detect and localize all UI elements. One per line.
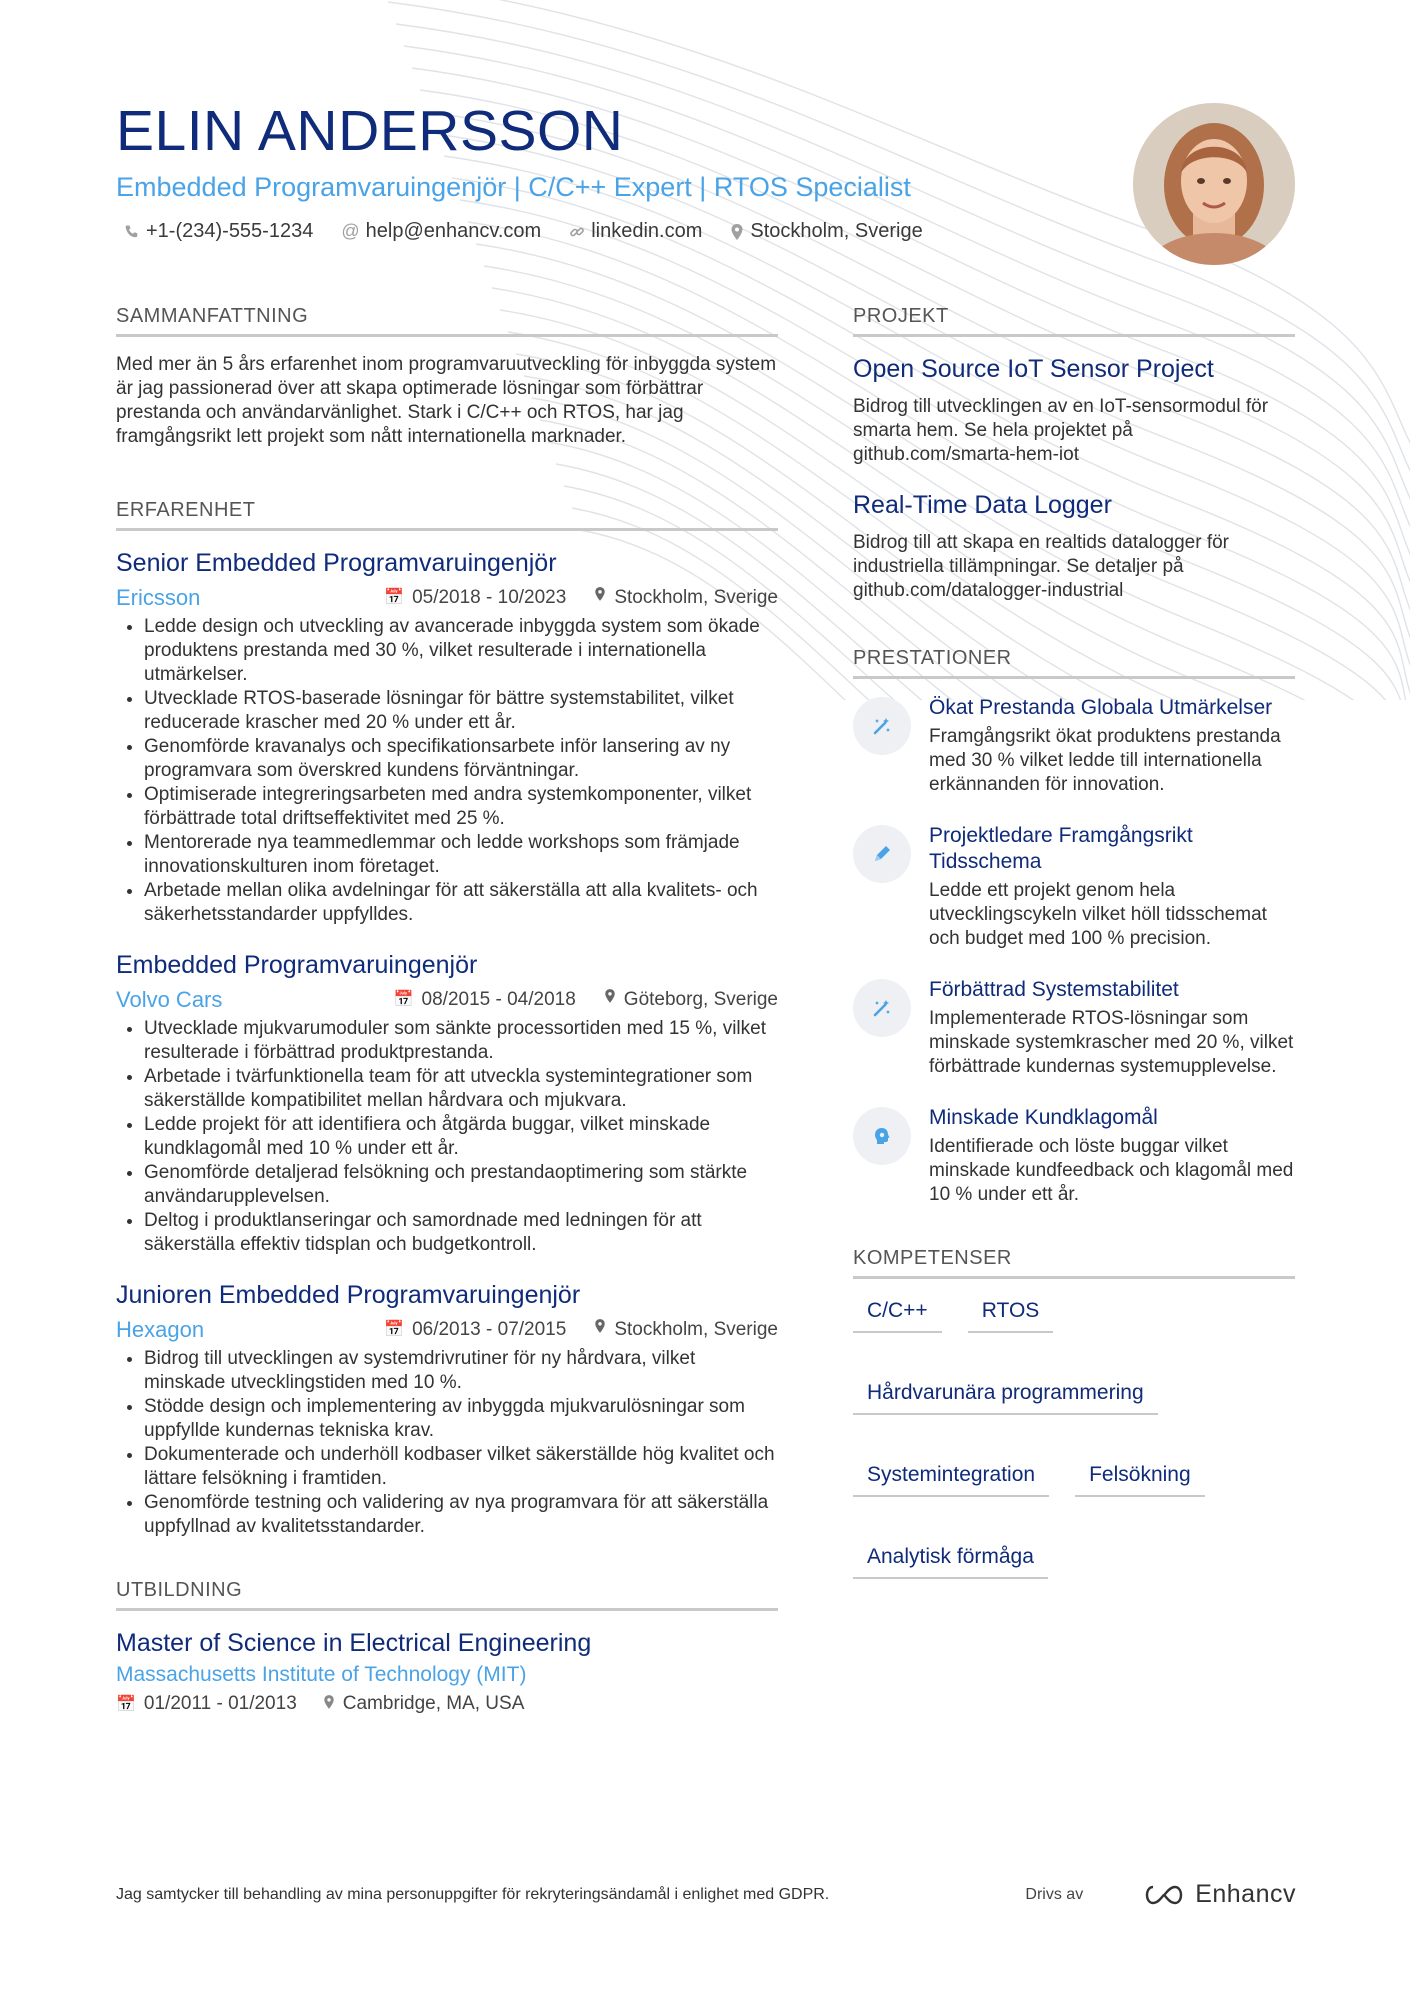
enhancv-brand-text: Enhancv — [1195, 1880, 1296, 1908]
head-icon — [853, 1107, 911, 1165]
job-bullet: • Deltog i produktlanseringar och samordnade med ledningen för att säkerställa effektiv tidsplan och budgetkontroll. — [144, 1209, 778, 1257]
job-bullet: • Utvecklade mjukvarumoduler som sänkte processortiden med 15 %, vilket resulterade i förbättrad produktprestanda. — [144, 1017, 778, 1065]
job-bullet: • Ledde design och utveckling av avancerade inbyggda system som ökade produktens prestanda med 30 %, vilket resulterade i internationella utmärkelser. — [144, 615, 778, 687]
calendar-icon: 📅 — [393, 991, 414, 1008]
skill-tag: Systemintegration — [853, 1459, 1049, 1497]
achievement-description: Identifierade och löste buggar vilket minskade kundfeedback och klagomål med 10 % under ett år. — [929, 1136, 1294, 1205]
achievement-entry — [853, 977, 1295, 1079]
company-name: Hexagon — [116, 1317, 205, 1342]
location-pin-icon — [323, 1694, 335, 1715]
skills-list — [853, 1295, 1295, 1579]
achievement-body — [929, 977, 1295, 1079]
right-column — [853, 305, 1295, 1579]
education-dates — [116, 1693, 297, 1715]
job-location-text: Stockholm, Sverige — [614, 1319, 778, 1340]
job-location-text: Stockholm, Sverige — [614, 587, 778, 608]
job-bullet: • Genomförde kravanalys och specifikationsarbete inför lansering av ny programvara som överskred kundens förväntningar. — [144, 735, 778, 783]
job-bullets — [116, 1347, 778, 1539]
job-bullets — [116, 1017, 778, 1257]
achievement-title: Minskade Kundklagomål — [929, 1106, 1158, 1129]
job-bullets — [116, 615, 778, 927]
magic-wand-icon — [853, 697, 911, 755]
job-dates-text: 05/2018 - 10/2023 — [412, 587, 567, 608]
skill-tag: Felsökning — [1075, 1459, 1205, 1497]
job-dates-text: 08/2015 - 04/2018 — [421, 989, 576, 1010]
projects-section-title: PROJEKT — [853, 305, 1295, 337]
link-icon — [569, 224, 585, 240]
project-title: Open Source IoT Sensor Project — [853, 355, 1214, 383]
achievements-list — [853, 695, 1295, 1207]
candidate-name: ELIN ANDERSSON — [116, 99, 624, 163]
job-location — [594, 585, 778, 611]
job-location — [604, 987, 778, 1013]
project-description: Bidrog till att skapa en realtids datalogger för industriella tillämpningar. Se detaljer på github.com/datalogger-industrial — [853, 532, 1229, 601]
gdpr-consent: Jag samtycker till behandling av mina personuppgifter för rekryteringsändamål i enlighet med GDPR. — [116, 1885, 830, 1903]
enhancv-logo-icon — [1141, 1883, 1187, 1907]
skill-tag: RTOS — [968, 1295, 1054, 1333]
job-bullet: • Stödde design och implementering av inbyggda mjukvarulösningar som uppfyllde kundernas tekniska krav. — [144, 1395, 778, 1443]
job-bullet: • Genomförde testning och validering av nya programvara för att säkerställa uppfyllnad av kvalitetsstandarder. — [144, 1491, 778, 1539]
job-dates — [384, 585, 566, 611]
achievement-title: Projektledare Framgångsrikt Tidsschema — [929, 824, 1193, 873]
calendar-icon: 📅 — [384, 589, 405, 606]
achievement-description: Implementerade RTOS-lösningar som minskade systemkrascher med 20 %, vilket förbättrade kundernas systemupplevelse. — [929, 1008, 1294, 1077]
job-meta — [116, 585, 778, 611]
achievement-entry — [853, 1105, 1295, 1207]
job-bullet: • Arbetade i tvärfunktionella team för att utveckla systemintegrationer som säkerställde kompatibilitet mellan hårdvara och mjukvara. — [144, 1065, 778, 1113]
linkedin-text: linkedin.com — [591, 220, 703, 242]
achievement-entry — [853, 823, 1295, 951]
company-name: Ericsson — [116, 585, 201, 610]
job-dates-text: 06/2013 - 07/2015 — [412, 1319, 567, 1340]
project-title: Real-Time Data Logger — [853, 491, 1112, 519]
job-bullet: • Arbetade mellan olika avdelningar för att säkerställa att alla kvalitets- och säkerhetsstandarder uppfylldes. — [144, 879, 778, 927]
contact-phone[interactable] — [124, 220, 313, 243]
job-dates — [394, 987, 576, 1013]
job-bullet: • Utvecklade RTOS-baserade lösningar för bättre systemstabilitet, vilket reducerade krascher med 20 % under ett år. — [144, 687, 778, 735]
achievement-title: Ökat Prestanda Globala Utmärkelser — [929, 696, 1273, 719]
degree-title: Master of Science in Electrical Engineering — [116, 1629, 592, 1657]
job-bullet: • Optimiserade integreringsarbeten med andra systemkomponenter, vilket förbättrade total driftseffektivitet med 25 %. — [144, 783, 778, 831]
powered-by-label: Drivs av — [1025, 1885, 1084, 1903]
achievements-section-title: PRESTATIONER — [853, 647, 1295, 679]
phone-text: +1-(234)-555-1234 — [146, 220, 314, 242]
education-location-text: Cambridge, MA, USA — [342, 1693, 525, 1714]
contact-email[interactable] — [341, 220, 541, 243]
enhancv-logo[interactable] — [1141, 1880, 1296, 1909]
achievement-entry — [853, 695, 1295, 797]
location-text: Stockholm, Sverige — [750, 220, 923, 242]
achievement-body — [929, 1105, 1295, 1207]
location-pin-icon — [730, 223, 744, 241]
education-entry — [116, 1627, 778, 1715]
job-title: Embedded Programvaruingenjör — [116, 951, 478, 979]
education-section-title: UTBILDNING — [116, 1579, 778, 1611]
job-bullet: • Dokumenterade och underhöll kodbaser vilket säkerställde hög kvalitet och lättare felsökning i framtiden. — [144, 1443, 778, 1491]
resume-header — [116, 96, 1116, 243]
contact-linkedin[interactable] — [569, 220, 702, 243]
job-entry — [116, 547, 778, 927]
contact-location — [730, 220, 922, 243]
job-entry — [116, 949, 778, 1257]
education-dates-text: 01/2011 - 01/2013 — [143, 1693, 297, 1714]
company-name: Volvo Cars — [116, 987, 223, 1012]
at-sign-icon: @ — [341, 221, 360, 241]
profile-photo — [1133, 103, 1295, 265]
job-bullet: • Genomförde detaljerad felsökning och prestandaoptimering som stärkte användarupplevelsen. — [144, 1161, 778, 1209]
school-name: Massachusetts Institute of Technology (MIT) — [116, 1663, 527, 1686]
achievement-body — [929, 823, 1295, 951]
skills-section-title: KOMPETENSER — [853, 1247, 1295, 1279]
job-title: Junioren Embedded Programvaruingenjör — [116, 1281, 581, 1309]
education-meta — [116, 1693, 778, 1715]
job-location-text: Göteborg, Sverige — [623, 989, 778, 1010]
project-entry — [853, 489, 1295, 603]
location-pin-icon — [604, 987, 616, 1013]
phone-icon — [124, 224, 140, 240]
email-text: help@enhancv.com — [365, 220, 542, 242]
skill-tag: Analytisk förmåga — [853, 1541, 1048, 1579]
pen-icon — [853, 825, 911, 883]
project-description: Bidrog till utvecklingen av en IoT-sensormodul för smarta hem. Se hela projektet på github.com/smarta-hem-iot — [853, 396, 1269, 465]
skill-tag: C/C++ — [853, 1295, 942, 1333]
job-title: Senior Embedded Programvaruingenjör — [116, 549, 557, 577]
projects-list — [853, 353, 1295, 603]
calendar-icon: 📅 — [384, 1321, 405, 1338]
project-entry — [853, 353, 1295, 467]
job-bullet: • Bidrog till utvecklingen av systemdrivrutiner för ny hårdvara, vilket minskade utvecklingstiden med 10 %. — [144, 1347, 778, 1395]
job-meta — [116, 987, 778, 1013]
candidate-headline: Embedded Programvaruingenjör | C/C++ Expert | RTOS Specialist — [116, 172, 911, 202]
location-pin-icon — [594, 585, 606, 611]
job-bullet: • Ledde projekt för att identifiera och åtgärda buggar, vilket minskade kundklagomål med 10 % under ett år. — [144, 1113, 778, 1161]
job-meta — [116, 1317, 778, 1343]
job-dates — [384, 1317, 566, 1343]
calendar-icon: 📅 — [116, 1696, 136, 1713]
page-footer — [116, 1880, 1296, 1909]
location-pin-icon — [594, 1317, 606, 1343]
summary-text: Med mer än 5 års erfarenhet inom programvaruutveckling för inbyggda system är jag passionerad över att skapa optimerade lösningar som förbättrar prestanda och användarvänlighet. Stark i C/C++ och RTOS, har jag framgångsrikt lett projekt som nått internationella marknader. — [116, 354, 777, 447]
left-column — [116, 305, 778, 1715]
experience-section-title: ERFARENHET — [116, 499, 778, 531]
skill-tag: Hårdvarunära programmering — [853, 1377, 1158, 1415]
education-location — [323, 1693, 525, 1715]
achievement-description: Framgångsrikt ökat produktens prestanda med 30 % vilket ledde till internationella erkännanden för innovation. — [929, 726, 1281, 795]
magic-wand-icon — [853, 979, 911, 1037]
experience-list — [116, 547, 778, 1539]
job-bullet: • Mentorerade nya teammedlemmar och ledde workshops som främjade innovationskulturen inom företaget. — [144, 831, 778, 879]
achievement-body — [929, 695, 1295, 797]
job-entry — [116, 1279, 778, 1539]
job-location — [594, 1317, 778, 1343]
achievement-title: Förbättrad Systemstabilitet — [929, 978, 1179, 1001]
summary-section-title: SAMMANFATTNING — [116, 305, 778, 337]
contact-row — [116, 220, 1116, 243]
achievement-description: Ledde ett projekt genom hela utvecklingscykeln vilket höll tidsschemat och budget med 100 % precision. — [929, 880, 1267, 949]
